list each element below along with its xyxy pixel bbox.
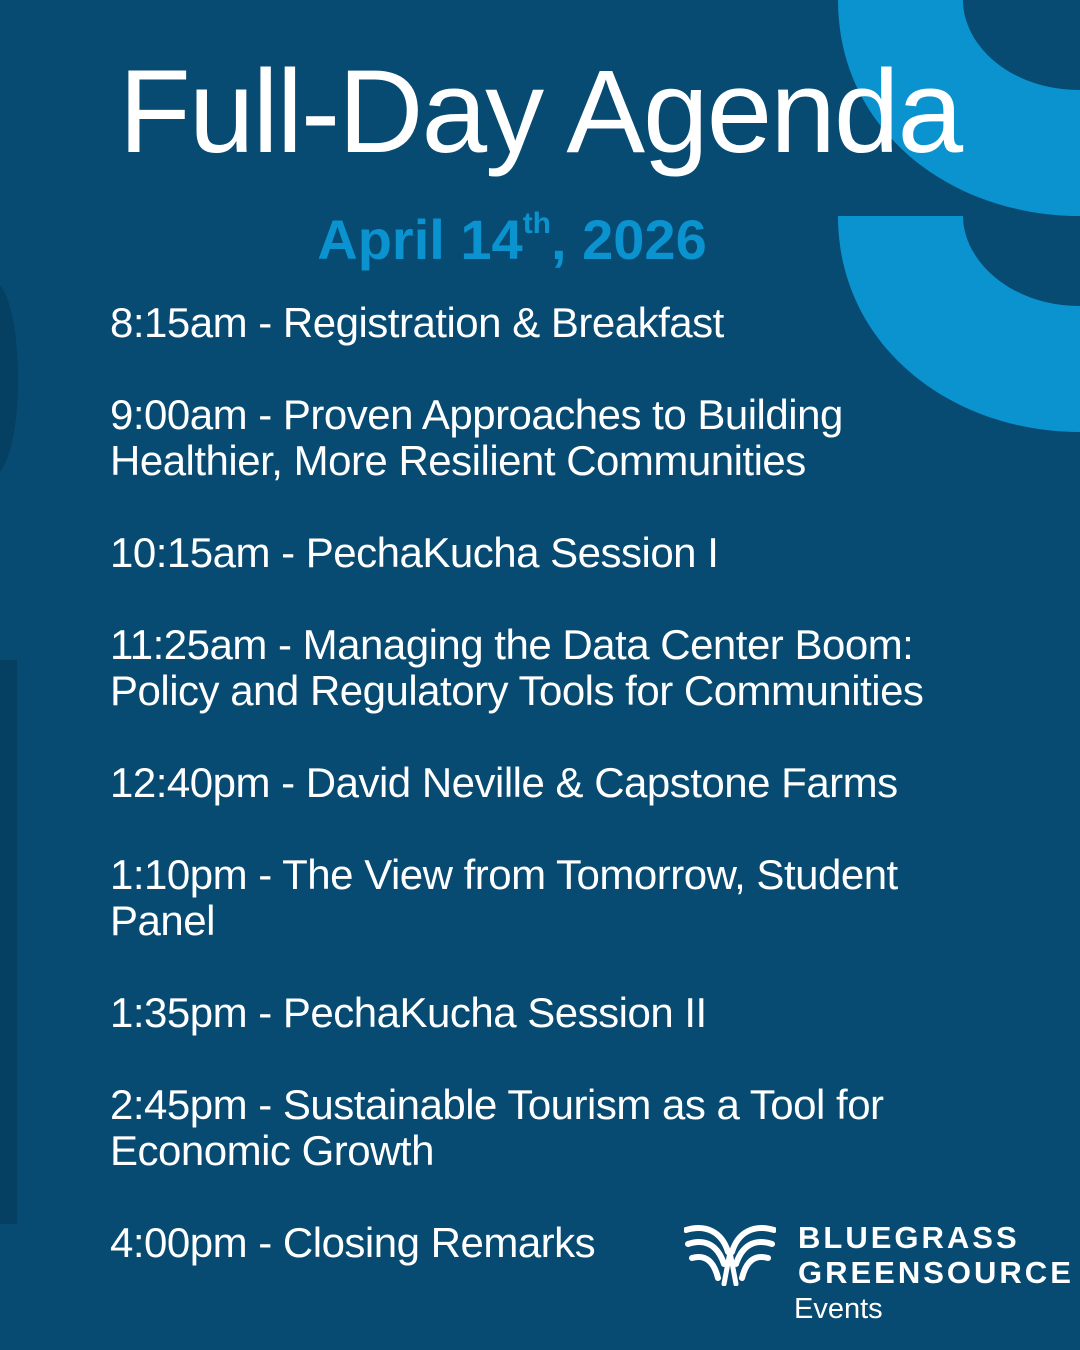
left-bar-shape	[0, 660, 17, 1224]
agenda-item: 11:25am - Managing the Data Center Boom: Policy and Regulatory Tools for Communities	[110, 621, 924, 714]
logo-line-2: GREENSOURCE	[798, 1255, 1074, 1290]
agenda-list	[110, 300, 980, 1312]
agenda-item: 1:35pm - PechaKucha Session II	[110, 989, 707, 1036]
wheat-wave-logo-icon	[684, 1222, 776, 1286]
logo-subtitle: Events	[794, 1293, 883, 1325]
agenda-item: 2:45pm - Sustainable Tourism as a Tool for Economic Growth	[110, 1081, 884, 1174]
agenda-item: 9:00am - Proven Approaches to Building Healthier, More Resilient Communities	[110, 391, 843, 484]
bluegrass-greensource-logo	[684, 1220, 1074, 1330]
agenda-item: 10:15am - PechaKucha Session I	[110, 529, 719, 576]
event-date	[0, 205, 1024, 275]
agenda-item: 8:15am - Registration & Breakfast	[110, 299, 724, 346]
date-year: , 2026	[551, 208, 707, 271]
page-title: Full-Day Agenda	[118, 46, 962, 178]
date-month-day: April 14	[317, 208, 523, 271]
agenda-item: 1:10pm - The View from Tomorrow, Student Panel	[110, 851, 898, 944]
agenda-item: 4:00pm - Closing Remarks	[110, 1219, 596, 1266]
agenda-item: 12:40pm - David Neville & Capstone Farms	[110, 759, 898, 806]
date-ordinal-suffix: th	[522, 207, 552, 240]
left-curve-shape	[0, 285, 18, 472]
logo-wordmark	[798, 1220, 1074, 1290]
logo-line-1: BLUEGRASS	[798, 1220, 1020, 1255]
